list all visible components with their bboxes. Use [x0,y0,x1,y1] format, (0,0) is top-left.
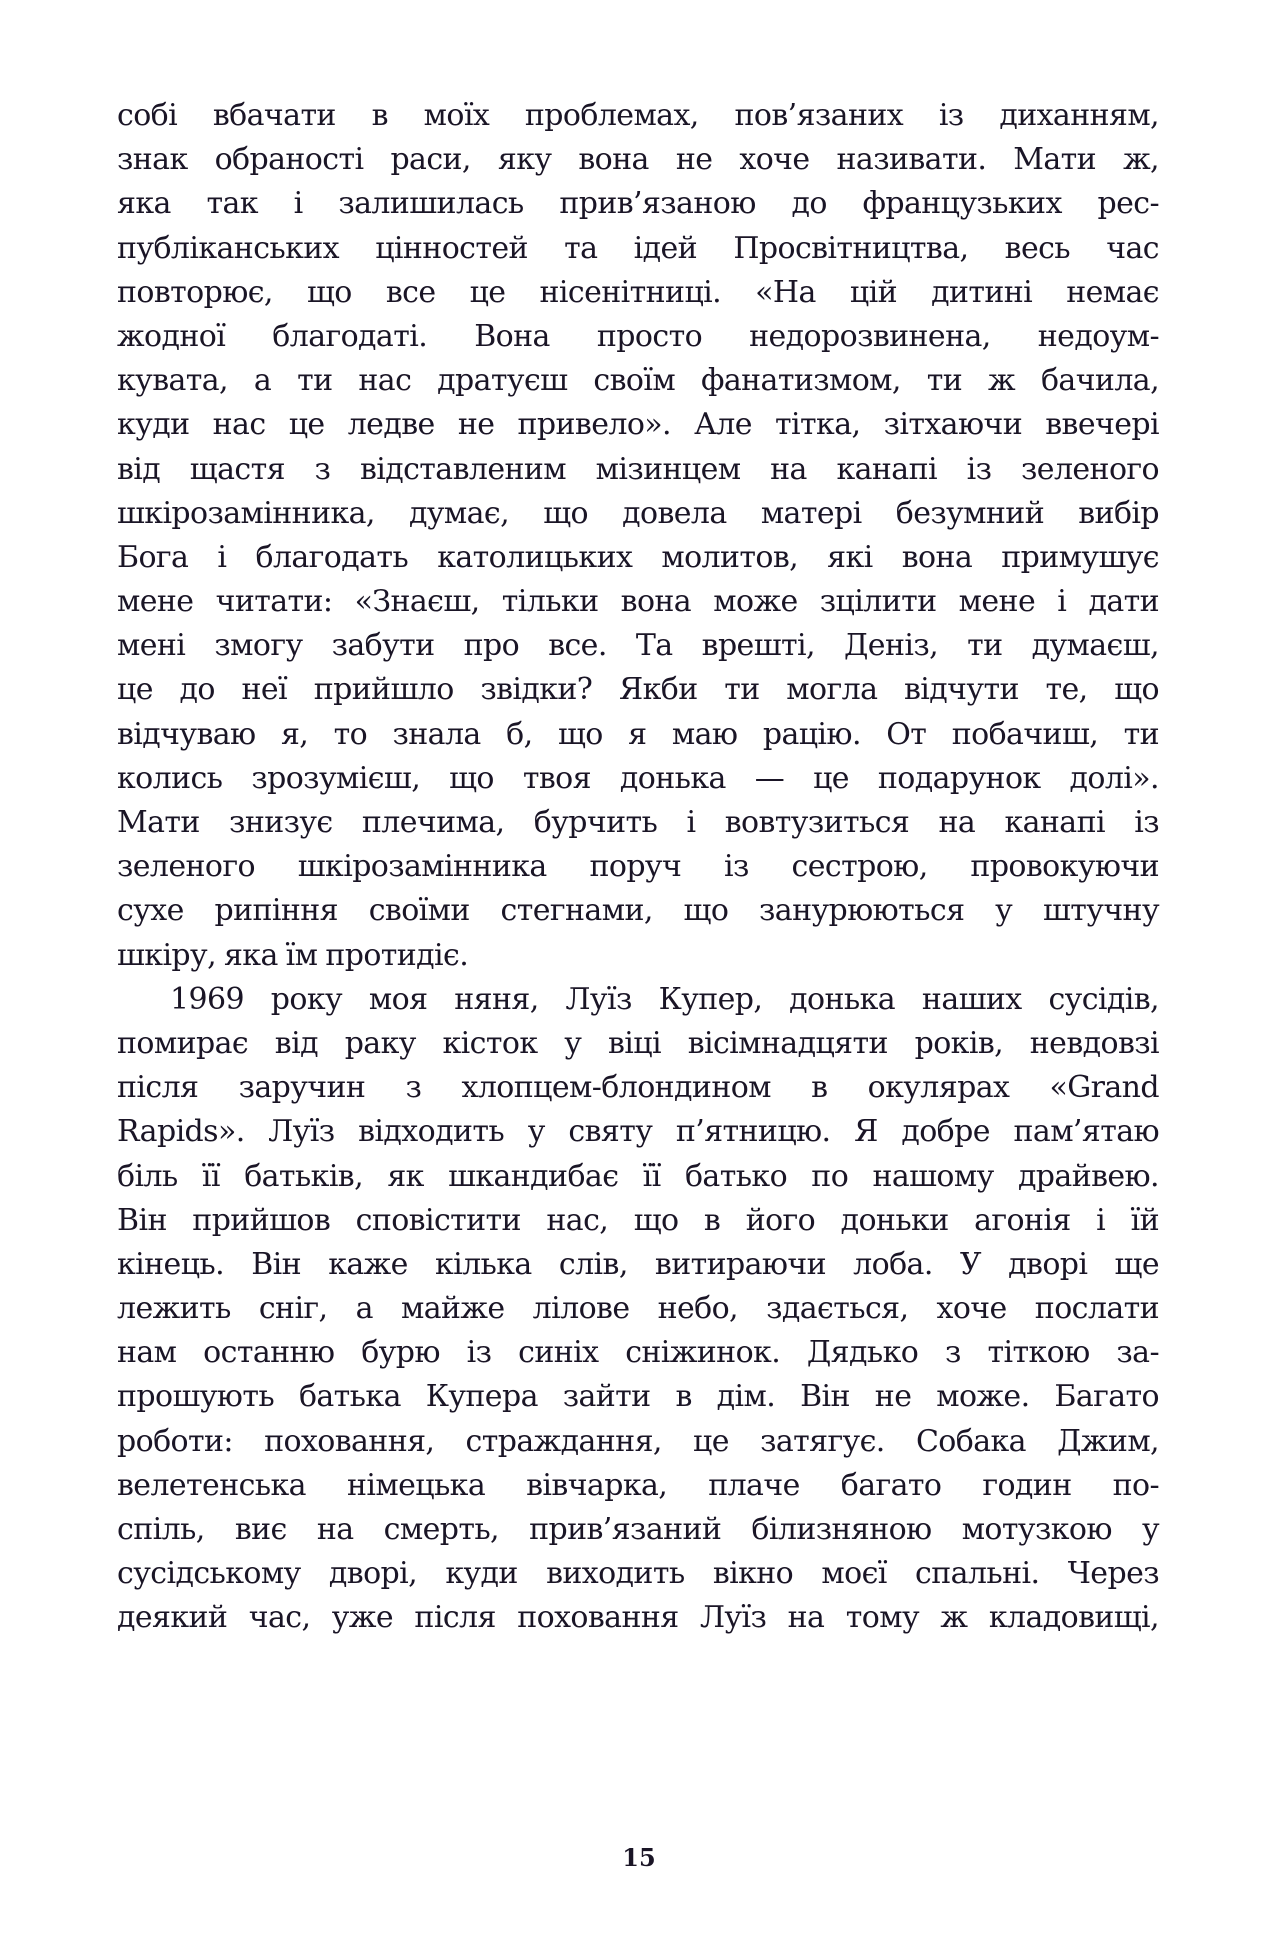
text-line: Rapids». Луїз відходить у святу п’ятницю. Я добре пам’ятаю [117,1114,1159,1150]
text-line: публіканських цінностей та ідей Просвітництва, весь час [117,230,1159,266]
text-line: спіль, виє на смерть, прив’язаний білизняною мотузкою у [117,1512,1159,1547]
paragraph-1 [117,94,1159,978]
text-line: Бога і благодать католицьких молитов, які вона примушує [117,539,1159,575]
paragraph-2 [117,978,1159,1641]
text-line: колись зрозумієш, що твоя донька — це подарунок долі». [117,760,1159,796]
text-line: зеленого шкірозамінника поруч із сестрою, провокуючи [117,849,1159,885]
book-page-text [117,94,1159,1641]
text-line: сухе рипіння своїми стегнами, що занурюються у штучну [117,893,1159,929]
text-line: це до неї прийшло звідки? Якби ти могла відчути те, що [117,672,1159,708]
text-line: Він прийшов сповістити нас, що в його доньки агонія і їй [117,1202,1159,1238]
text-line: куди нас це ледве не привело». Але тітка, зітхаючи ввечері [117,407,1159,443]
text-line: лежить сніг, а майже лілове небо, здається, хоче послати [117,1291,1159,1327]
text-line: велетенська німецька вівчарка, плаче багато годин по- [117,1467,1159,1503]
text-line: від щастя з відставленим мізинцем на канапі із зеленого [117,451,1159,487]
text-line: роботи: поховання, страждання, це затягує. Собака Джим, [117,1423,1159,1459]
text-line: мене читати: «Знаєш, тільки вона може зцілити мене і дати [117,584,1159,620]
text-line: помирає від раку кісток у віці вісімнадцяти років, невдовзі [117,1025,1159,1061]
text-line: нам останню бурю із синіх сніжинок. Дядько з тіткою за- [117,1335,1159,1371]
text-line: кувата, а ти нас дратуєш своїм фанатизмом, ти ж бачила, [117,363,1159,399]
text-line: Мати знизує плечима, бурчить і вовтузиться на канапі із [117,805,1159,840]
text-line-paragraph-end: шкіру, яка їм протидіє. [117,937,469,973]
text-line: відчуваю я, то знала б, що я маю рацію. От побачиш, ти [117,716,1159,752]
text-line: біль її батьків, як шкандибає її батько по нашому драйвею. [117,1158,1159,1194]
text-line: сусідському дворі, куди виходить вікно моєї спальні. Через [117,1556,1159,1592]
text-line: шкірозамінника, думає, що довела матері безумний вибір [117,495,1159,531]
text-line: повторює, що все це нісенітниці. «На цій дитині немає [117,274,1159,310]
text-line: яка так і залишилась прив’язаною до французьких рес- [117,186,1159,222]
text-line: собі вбачати в моїх проблемах, пов’язаних із диханням, [117,98,1159,133]
text-line: кінець. Він каже кілька слів, витираючи лоба. У дворі ще [117,1246,1159,1282]
text-line: після заручин з хлопцем-блондином в окулярах «Grand [117,1070,1159,1106]
page-number: 15 [622,1843,656,1872]
text-line: мені змогу забути про все. Та врешті, Деніз, ти думаєш, [117,628,1159,664]
text-line: прошують батька Купера зайти в дім. Він не може. Багато [117,1379,1159,1415]
text-line: знак обраності раси, яку вона не хоче називати. Мати ж, [117,142,1159,178]
text-line: деякий час, уже після поховання Луїз на тому ж кладовищі, [117,1600,1159,1636]
text-line: жодної благодаті. Вона просто недорозвинена, недоум- [117,318,1159,354]
text-line-indented: 1969 року моя няня, Луїз Купер, донька наших сусідів, [170,981,1159,1017]
